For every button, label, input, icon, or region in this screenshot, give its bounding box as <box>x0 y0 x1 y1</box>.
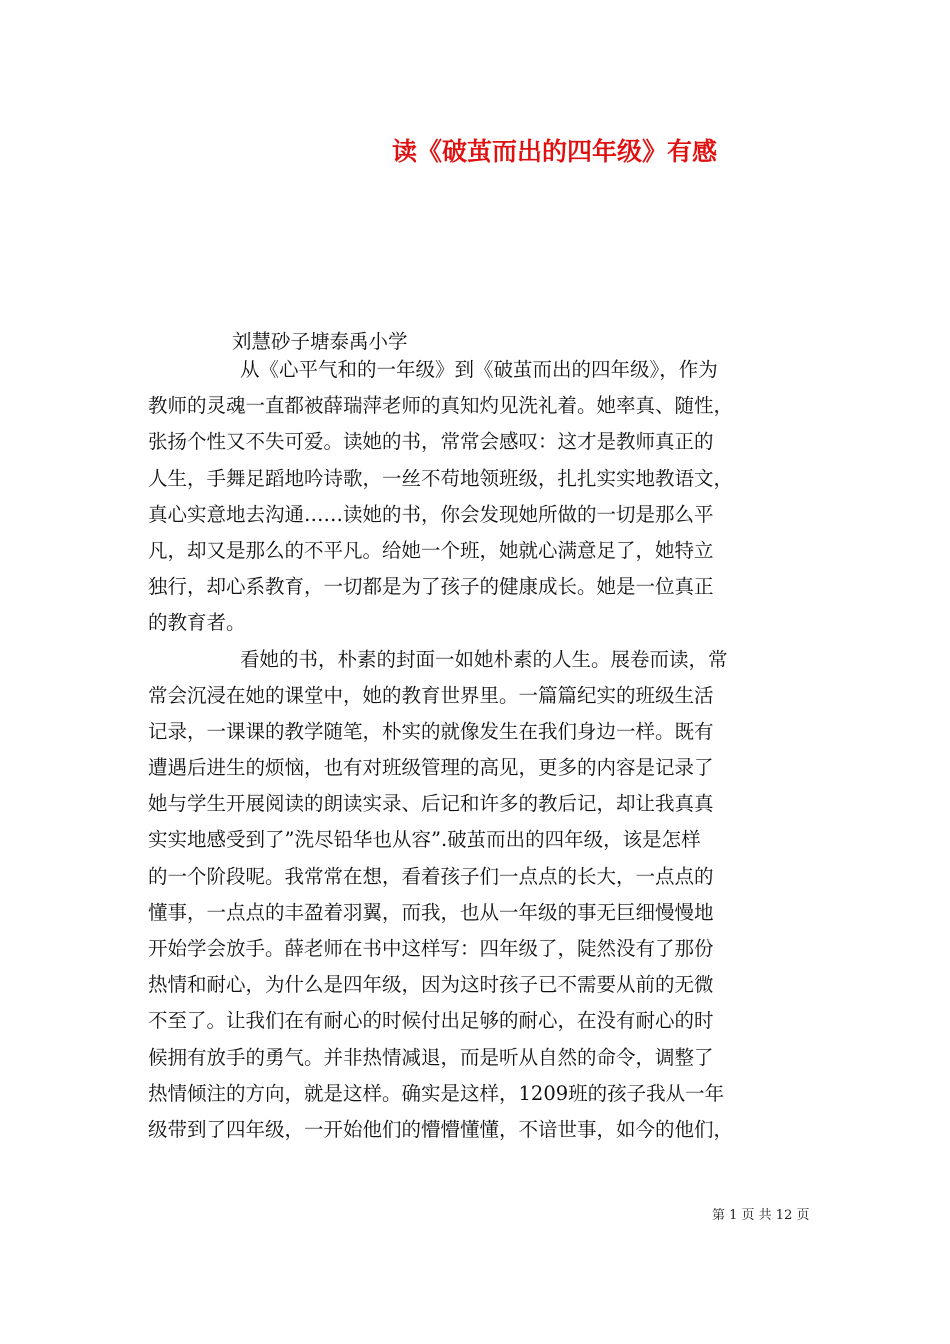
page-footer: 第 1 页 共 12 页 <box>712 1208 810 1223</box>
paragraph-line: 不至了。让我们在有耐心的时候付出足够的耐心，在没有耐心的时 <box>148 1009 714 1033</box>
paragraph-line: 的一个阶段呢。我常常在想，看着孩子们一点点的长大，一点点的 <box>148 864 714 888</box>
document-title: 读《破茧而出的四年级》有感 <box>392 137 718 166</box>
paragraph-line: 的教育者。 <box>148 611 246 635</box>
body-text <box>148 352 828 1148</box>
paragraph-line: 懂事，一点点的丰盈着羽翼，而我，也从一年级的事无巨细慢慢地 <box>148 900 714 924</box>
author-line: 刘慧砂子塘泰禹小学 <box>232 330 408 353</box>
paragraph-line: 凡，却又是那么的不平凡。给她一个班，她就心满意足了，她特立 <box>148 538 714 562</box>
paragraph-line: 张扬个性又不失可爱。读她的书，常常会感叹：这才是教师真正的 <box>148 430 714 454</box>
paragraph-line: 看她的书，朴素的封面一如她朴素的人生。展卷而读，常 <box>240 647 728 671</box>
paragraph-line: 记录，一课课的教学随笔，朴实的就像发生在我们身边一样。既有 <box>148 719 714 743</box>
paragraph-line: 遭遇后进生的烦恼，也有对班级管理的高见，更多的内容是记录了 <box>148 756 714 780</box>
paragraph-line: 教师的灵魂一直都被薛瑞萍老师的真知灼见洗礼着。她率真、随性， <box>148 394 734 418</box>
paragraph-line: 级带到了四年级，一开始他们的懵懵懂懂，不谙世事，如今的他们， <box>148 1117 734 1141</box>
paragraph-line: 候拥有放手的勇气。并非热情减退，而是听从自然的命令，调整了 <box>148 1045 714 1069</box>
paragraph-line: 开始学会放手。薛老师在书中这样写：四年级了，陡然没有了那份 <box>148 937 714 960</box>
paragraph-line: 热情和耐心，为什么是四年级，因为这时孩子已不需要从前的无微 <box>148 973 714 997</box>
paragraph-line: 独行，却心系教育，一切都是为了孩子的健康成长。她是一位真正 <box>148 575 714 599</box>
paragraph-line: 人生，手舞足蹈地吟诗歌，一丝不苟地领班级，扎扎实实地教语文， <box>148 466 734 490</box>
paragraph-line: 常会沉浸在她的课堂中，她的教育世界里。一篇篇纪实的班级生活 <box>148 683 714 707</box>
paragraph-line: 从《心平气和的一年级》到《破茧而出的四年级》，作为 <box>240 358 718 381</box>
paragraph-line: 真心实意地去沟通……读她的书，你会发现她所做的一切是那么平 <box>148 502 714 526</box>
paragraph-line: 她与学生开展阅读的朗读实录、后记和许多的教后记，却让我真真 <box>148 792 714 816</box>
paragraph-line: 实实地感受到了”洗尽铅华也从容”.破茧而出的四年级，该是怎样 <box>148 828 701 852</box>
paragraph-line: 热情倾注的方向，就是这样。确实是这样，1209班的孩子我从一年 <box>148 1081 725 1105</box>
